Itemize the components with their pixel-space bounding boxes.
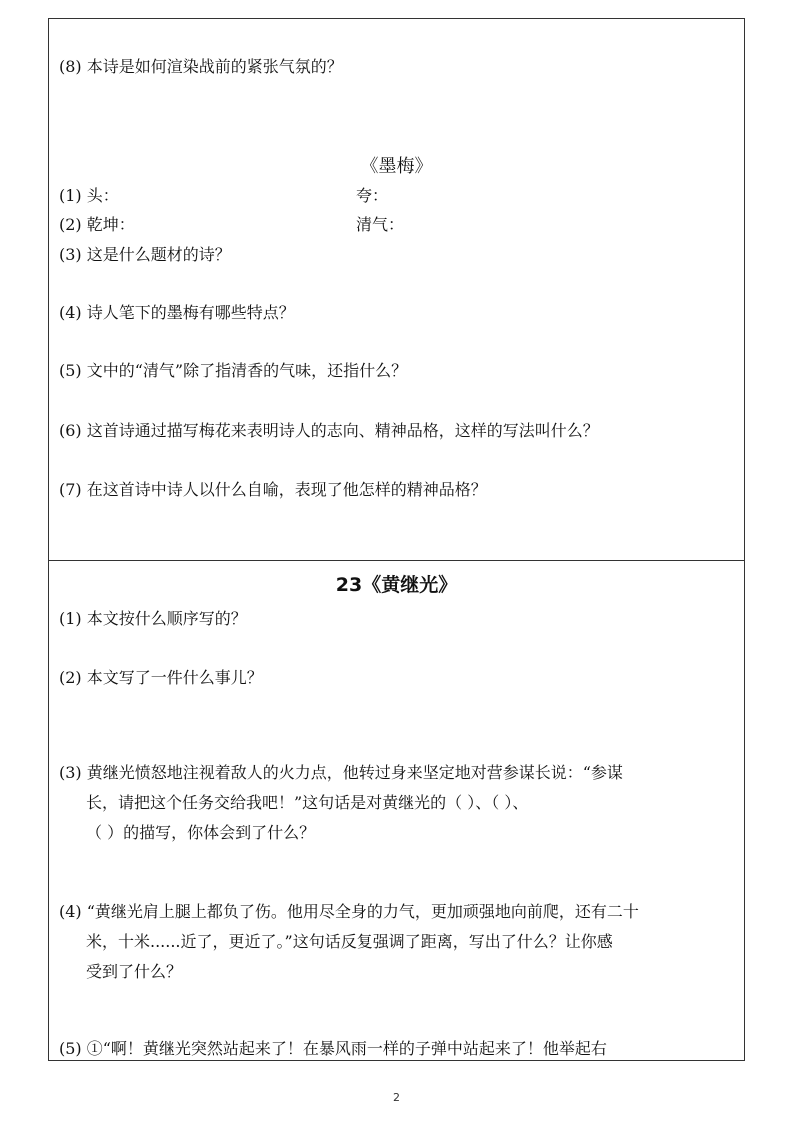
- lesson-title: 23《黄继光》: [335, 574, 458, 596]
- question-5: (5) 文中的“清气”除了指清香的气味，还指什么？: [59, 361, 408, 380]
- question-2: (2) 本文写了一件什么事儿？: [59, 668, 263, 687]
- poem-title: 《墨梅》: [360, 156, 433, 177]
- question-8: (8) 本诗是如何渲染战前的紧张气氛的？: [59, 57, 343, 76]
- question-2-label: (2) 乾坤：: [59, 215, 135, 234]
- question-6: (6) 这首诗通过描写梅花来表明诗人的志向、精神品格，这样的写法叫什么？: [59, 421, 599, 440]
- question-1-label: (1) 头：: [59, 186, 119, 205]
- question-4-line-2: 米，十米......近了，更近了。”这句话反复强调了距离，写出了什么？让你感: [86, 932, 613, 951]
- question-2-label-2: 清气：: [356, 215, 405, 234]
- question-5-line-1: (5) ①“啊！黄继光突然站起来了！在暴风雨一样的子弹中站起来了！他举起右: [59, 1039, 607, 1058]
- section-box-huang-jiguang: [48, 560, 745, 1061]
- question-3-line-1: (3) 黄继光愤怒地注视着敌人的火力点，他转过身来坚定地对营参谋长说：“参谋: [59, 763, 623, 782]
- question-1-label-2: 夸：: [356, 186, 389, 205]
- question-4-line-3: 受到了什么？: [86, 962, 183, 981]
- question-1: (1) 本文按什么顺序写的？: [59, 609, 247, 628]
- question-4: (4) 诗人笔下的墨梅有哪些特点？: [59, 303, 295, 322]
- question-7: (7) 在这首诗中诗人以什么自喻，表现了他怎样的精神品格？: [59, 480, 487, 499]
- section-box-poem: [48, 18, 745, 561]
- page-number: 2: [393, 1091, 400, 1104]
- question-3: (3) 这是什么题材的诗？: [59, 245, 231, 264]
- question-3-line-3: （ ）的描写，你体会到了什么？: [86, 823, 316, 842]
- question-4-line-1: (4) “黄继光肩上腿上都负了伤。他用尽全身的力气，更加顽强地向前爬，还有二十: [59, 902, 639, 921]
- question-3-line-2: 长，请把这个任务交给我吧！”这句话是对黄继光的（ ）、（ ）、: [86, 793, 529, 812]
